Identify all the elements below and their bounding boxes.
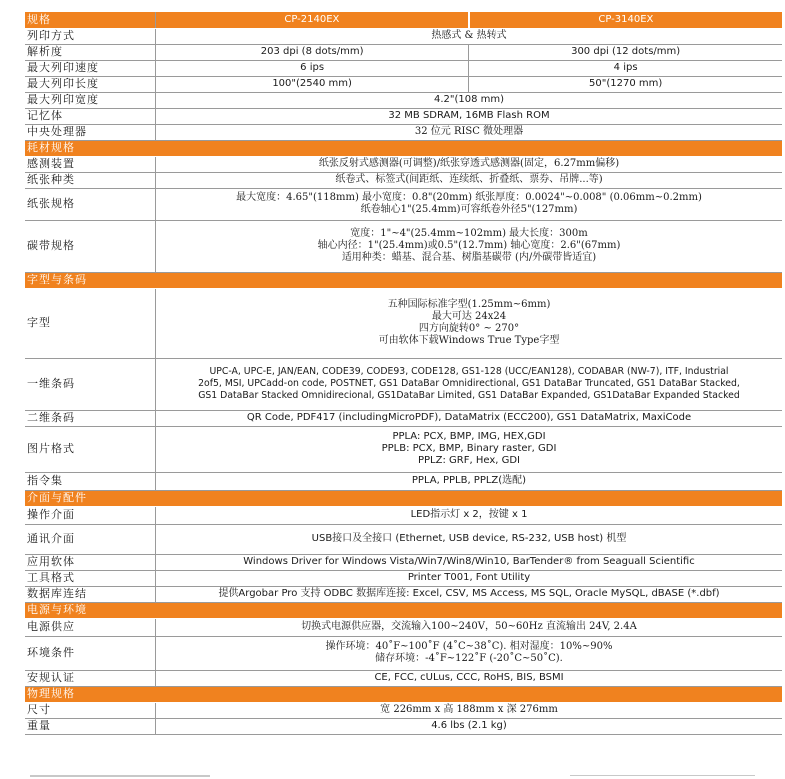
row-label: 应用软体 (25, 554, 156, 570)
value-line: 轴心内径：1"(25.4mm)或0.5"(12.7mm) 轴心宽度：2.6"(67mm) (317, 240, 621, 251)
row-value: QR Code, PDF417 (includingMicroPDF), DataMatrix (ECC200), GS1 DataMatrix, MaxiCode (156, 410, 783, 426)
section-title: 物理规格 (25, 686, 782, 702)
row-label: 尺寸 (25, 702, 156, 718)
section-power (25, 602, 782, 618)
spec-row-print-speed (25, 60, 782, 76)
row-label: 纸张种类 (25, 172, 156, 188)
footer-divider-right (570, 775, 755, 776)
value-line: 操作环境：40˚F~100˚F (4˚C~38˚C). 相对湿度：10%~90% (325, 641, 613, 652)
row-label: 解析度 (25, 44, 156, 60)
value-line: 最大可达 24x24 (431, 311, 507, 322)
row-label: 通讯介面 (25, 524, 156, 554)
model-a-value: 203 dpi (8 dots/mm) (156, 44, 469, 60)
row-label: 二维条码 (25, 410, 156, 426)
row-value: 热感式 & 热转式 (156, 28, 783, 44)
row-value (156, 188, 783, 220)
header-label: 规格 (25, 12, 156, 28)
row-label: 电源供应 (25, 618, 156, 636)
row-label: 最大列印长度 (25, 76, 156, 92)
row-value: Windows Driver for Windows Vista/Win7/Win8/Win10, BarTender® from Seaguall Scientific (156, 554, 783, 570)
row-label: 安规认证 (25, 670, 156, 686)
spec-row-print-method (25, 28, 782, 44)
row-label: 字型 (25, 288, 156, 358)
row-label: 工具格式 (25, 570, 156, 586)
spec-row-db (25, 586, 782, 602)
row-value: LED指示灯 x 2，按键 x 1 (156, 506, 783, 524)
model-b-value: 50"(1270 mm) (469, 76, 782, 92)
spec-row-software (25, 554, 782, 570)
section-media (25, 140, 782, 156)
model-a-value: 6 ips (156, 60, 469, 76)
spec-row-fonts (25, 288, 782, 358)
value-line: 2of5, MSI, UPCadd-on code, POSTNET, GS1 DataBar Omnidirectional, GS1 DataBar Truncated, GS1 DataBar Stacked, (198, 378, 740, 389)
spec-row-barcode-1d (25, 358, 782, 410)
model-a-value: 100"(2540 mm) (156, 76, 469, 92)
value-line: 最大宽度：4.65"(118mm) 最小宽度：0.8"(20mm) 纸张厚度：0.0024"~0.008" (0.06mm~0.2mm) (236, 192, 702, 203)
row-value (156, 220, 783, 272)
spec-table (25, 12, 782, 735)
value-line: 纸卷轴心1"(25.4mm)可容纸卷外径5"(127mm) (360, 204, 578, 215)
row-value (156, 636, 783, 670)
row-label: 列印方式 (25, 28, 156, 44)
section-physical (25, 686, 782, 702)
spec-row-cpu (25, 124, 782, 140)
spec-row-ribbon (25, 220, 782, 272)
row-label: 记忆体 (25, 108, 156, 124)
row-value: 切换式电源供应器，交流输入100~240V，50~60Hz 直流输出 24V, 2.4A (156, 618, 783, 636)
value-line: PPLA: PCX, BMP, IMG, HEX,GDI (392, 431, 546, 442)
spec-row-media-type (25, 172, 782, 188)
row-label: 环境条件 (25, 636, 156, 670)
row-label: 最大列印宽度 (25, 92, 156, 108)
row-label: 重量 (25, 718, 156, 734)
spec-row-resolution (25, 44, 782, 60)
section-fonts (25, 272, 782, 288)
model-b-value: 4 ips (469, 60, 782, 76)
row-value: PPLA, PPLB, PPLZ(选配) (156, 472, 783, 490)
value-line: GS1 DataBar Stacked Omnidirecional, GS1DataBar Limited, GS1 DataBar Expanded, GS1DataBar Expanded Stacked (198, 390, 740, 401)
value-line: 四方向旋转0° ~ 270° (418, 323, 520, 334)
row-value: CE, FCC, cULus, CCC, RoHS, BIS, BSMI (156, 670, 783, 686)
row-label: 中央处理器 (25, 124, 156, 140)
section-title: 电源与环境 (25, 602, 782, 618)
spec-row-tools (25, 570, 782, 586)
model-b-value: 300 dpi (12 dots/mm) (469, 44, 782, 60)
spec-row-sensor (25, 156, 782, 172)
model-a-name: CP-2140EX (156, 12, 469, 28)
row-label: 指令集 (25, 472, 156, 490)
row-value: 32 位元 RISC 微处理器 (156, 124, 783, 140)
row-label: 碳带规格 (25, 220, 156, 272)
model-b-name: CP-3140EX (469, 12, 782, 28)
spec-row-command-set (25, 472, 782, 490)
section-interface (25, 490, 782, 506)
row-value: 4.6 lbs (2.1 kg) (156, 718, 783, 734)
row-value: 4.2"(108 mm) (156, 92, 783, 108)
value-line: 储存环境：-4˚F~122˚F (-20˚C~50˚C). (375, 653, 563, 664)
row-value: Printer T001, Font Utility (156, 570, 783, 586)
value-line: 五种国际标准字型(1.25mm~6mm) (387, 299, 551, 310)
spec-row-comm (25, 524, 782, 554)
row-label: 一维条码 (25, 358, 156, 410)
value-line: UPC-A, UPC-E, JAN/EAN, CODE39, CODE93, CODE128, GS1-128 (UCC/EAN128), CODABAR (NW-7), ITF, Industrial (209, 366, 729, 377)
spec-row-certification (25, 670, 782, 686)
row-value: 提供Argobar Pro 支持 ODBC 数据库连接: Excel, CSV, MS Access, MS SQL, Oracle MySQL, dBASE (*.dbf) (156, 586, 783, 602)
row-value: 32 MB SDRAM, 16MB Flash ROM (156, 108, 783, 124)
value-line: 可由软体下载Windows True Type字型 (378, 335, 560, 346)
spec-row-dimensions (25, 702, 782, 718)
row-value: 纸卷式、标签式(间距纸、连续纸、折叠纸、票券、吊牌...等) (156, 172, 783, 188)
row-value (156, 426, 783, 472)
spec-row-barcode-2d (25, 410, 782, 426)
spec-row-environment (25, 636, 782, 670)
value-line: 宽度：1"~4"(25.4mm~102mm) 最大长度：300m (350, 228, 588, 239)
row-value (156, 288, 783, 358)
row-value: USB接口及全接口 (Ethernet, USB device, RS-232, USB host) 机型 (156, 524, 783, 554)
row-label: 图片格式 (25, 426, 156, 472)
section-title: 介面与配件 (25, 490, 782, 506)
row-label: 纸张规格 (25, 188, 156, 220)
row-value: 纸张反射式感测器(可调整)/纸张穿透式感测器(固定，6.27mm偏移) (156, 156, 783, 172)
row-value: 宽 226mm x 高 188mm x 深 276mm (156, 702, 783, 718)
row-label: 数据库连结 (25, 586, 156, 602)
spec-row-memory (25, 108, 782, 124)
row-value (156, 358, 783, 410)
row-label: 最大列印速度 (25, 60, 156, 76)
value-line: 适用种类：蜡基、混合基、树脂基碳带 (内/外碳带皆适宜) (341, 252, 597, 263)
spec-row-graphics (25, 426, 782, 472)
section-title: 字型与条码 (25, 272, 782, 288)
header-row (25, 12, 782, 28)
spec-row-print-length (25, 76, 782, 92)
spec-row-power (25, 618, 782, 636)
row-label: 操作介面 (25, 506, 156, 524)
spec-row-operation (25, 506, 782, 524)
row-label: 感测装置 (25, 156, 156, 172)
footer-divider-left (30, 775, 210, 777)
value-line: PPLZ: GRF, Hex, GDI (417, 455, 520, 466)
spec-row-print-width (25, 92, 782, 108)
section-title: 耗材规格 (25, 140, 782, 156)
value-line: PPLB: PCX, BMP, Binary raster, GDI (381, 443, 557, 454)
spec-row-weight (25, 718, 782, 734)
spec-row-media-spec (25, 188, 782, 220)
